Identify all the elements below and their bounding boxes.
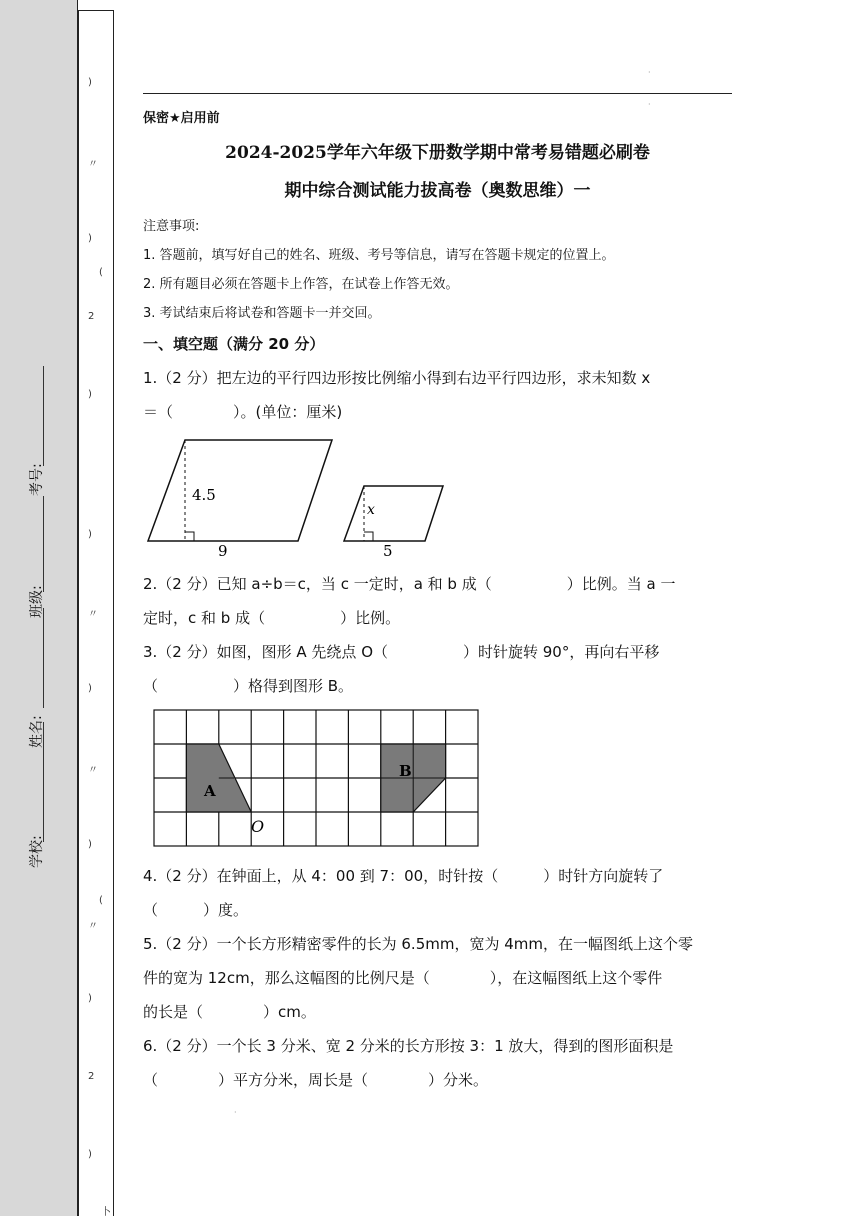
question-2-line: 定时，c 和 b 成（ ）比例。: [143, 609, 401, 627]
parallelogram-figure: [140, 432, 470, 562]
small-height-label: x: [367, 502, 375, 518]
seal-glyph: 〃: [88, 921, 98, 932]
question-5-line: 件的宽为 12cm，那么这幅图的比例尺是（ ），在这幅图纸上这个零件: [143, 969, 663, 987]
class-line: [43, 496, 44, 592]
question-4-line: （ ）度。: [143, 901, 249, 919]
secret-label: 保密★启用前: [143, 111, 220, 126]
class-label: 班级:: [29, 585, 45, 618]
seal-glyph: ): [88, 993, 92, 1004]
question-1-line: 1.（2 分）把左边的平行四边形按比例缩小得到右边平行四边形，求未知数 x: [143, 369, 651, 387]
binding-strip: [0, 0, 78, 1216]
seal-glyph: 2: [88, 311, 95, 322]
shape-a-label: A: [204, 782, 216, 800]
page-title: 2024-2025学年六年级下册数学期中常考易错题必刷卷: [225, 143, 650, 163]
seal-glyph: ): [88, 77, 92, 88]
school-label: 学校:: [29, 835, 45, 868]
seal-glyph: ): [88, 389, 92, 400]
rotation-grid-figure: [150, 706, 486, 852]
name-label: 姓名:: [29, 715, 45, 748]
question-5-line: 5.（2 分）一个长方形精密零件的长为 6.5mm，宽为 4mm，在一幅图纸上这个零: [143, 935, 694, 953]
question-4-line: 4.（2 分）在钟面上，从 4：00 到 7：00，时针按（ ）时针方向旋转了: [143, 867, 664, 885]
notice-item: 1. 答题前，填写好自己的姓名、班级、考号等信息，请写在答题卡规定的位置上。: [143, 248, 615, 263]
big-base-label: 9: [218, 542, 228, 560]
speck: ·: [234, 1108, 237, 1117]
seal-glyph: ): [88, 233, 92, 244]
exam-no-line: [43, 366, 44, 466]
seal-glyph: ): [88, 839, 92, 850]
question-3-line: （ ）格得到图形 B。: [143, 677, 354, 695]
speck: ·: [648, 68, 651, 77]
seal-glyph: ): [88, 1149, 92, 1160]
question-6-line: （ ）平方分米，周长是（ ）分米。: [143, 1071, 489, 1089]
question-2-line: 2.（2 分）已知 a÷b＝c，当 c 一定时，a 和 b 成（ ）比例。当 a 一: [143, 575, 676, 593]
exam-no-label: 考号:: [29, 463, 45, 496]
notice-heading: 注意事项:: [143, 219, 200, 234]
question-1-line: ＝（ ）。(单位：厘米): [143, 403, 343, 421]
speck: ·: [648, 100, 651, 109]
seal-glyph: (: [99, 267, 103, 278]
point-o-label: O: [251, 817, 265, 836]
notice-item: 3. 考试结束后将试卷和答题卡一并交回。: [143, 306, 381, 321]
small-base-label: 5: [383, 542, 393, 560]
question-6-line: 6.（2 分）一个长 3 分米、宽 2 分米的长方形按 3：1 放大，得到的图形面积是: [143, 1037, 674, 1055]
seal-glyph: (: [99, 895, 103, 906]
seal-glyph: 〃: [88, 765, 98, 776]
seal-glyph: ): [88, 683, 92, 694]
seal-glyph: 卜: [101, 1207, 111, 1218]
section-heading: 一、填空题（满分 20 分）: [143, 335, 325, 353]
shape-b-label: B: [399, 762, 412, 780]
header-rule: [143, 93, 732, 94]
page-subtitle: 期中综合测试能力拔高卷（奥数思维）一: [284, 181, 591, 201]
seal-line-column: [78, 10, 114, 1216]
question-3-line: 3.（2 分）如图，图形 A 先绕点 O（ ）时针旋转 90°，再向右平移: [143, 643, 660, 661]
seal-glyph: 〃: [88, 159, 98, 170]
seal-glyph: ): [88, 529, 92, 540]
notice-item: 2. 所有题目必须在答题卡上作答，在试卷上作答无效。: [143, 277, 459, 292]
seal-glyph: 〃: [88, 609, 98, 620]
seal-glyph: 2: [88, 1071, 95, 1082]
big-height-label: 4.5: [192, 486, 216, 504]
question-5-line: 的长是（ ）cm。: [143, 1003, 316, 1021]
name-line: [43, 608, 44, 708]
